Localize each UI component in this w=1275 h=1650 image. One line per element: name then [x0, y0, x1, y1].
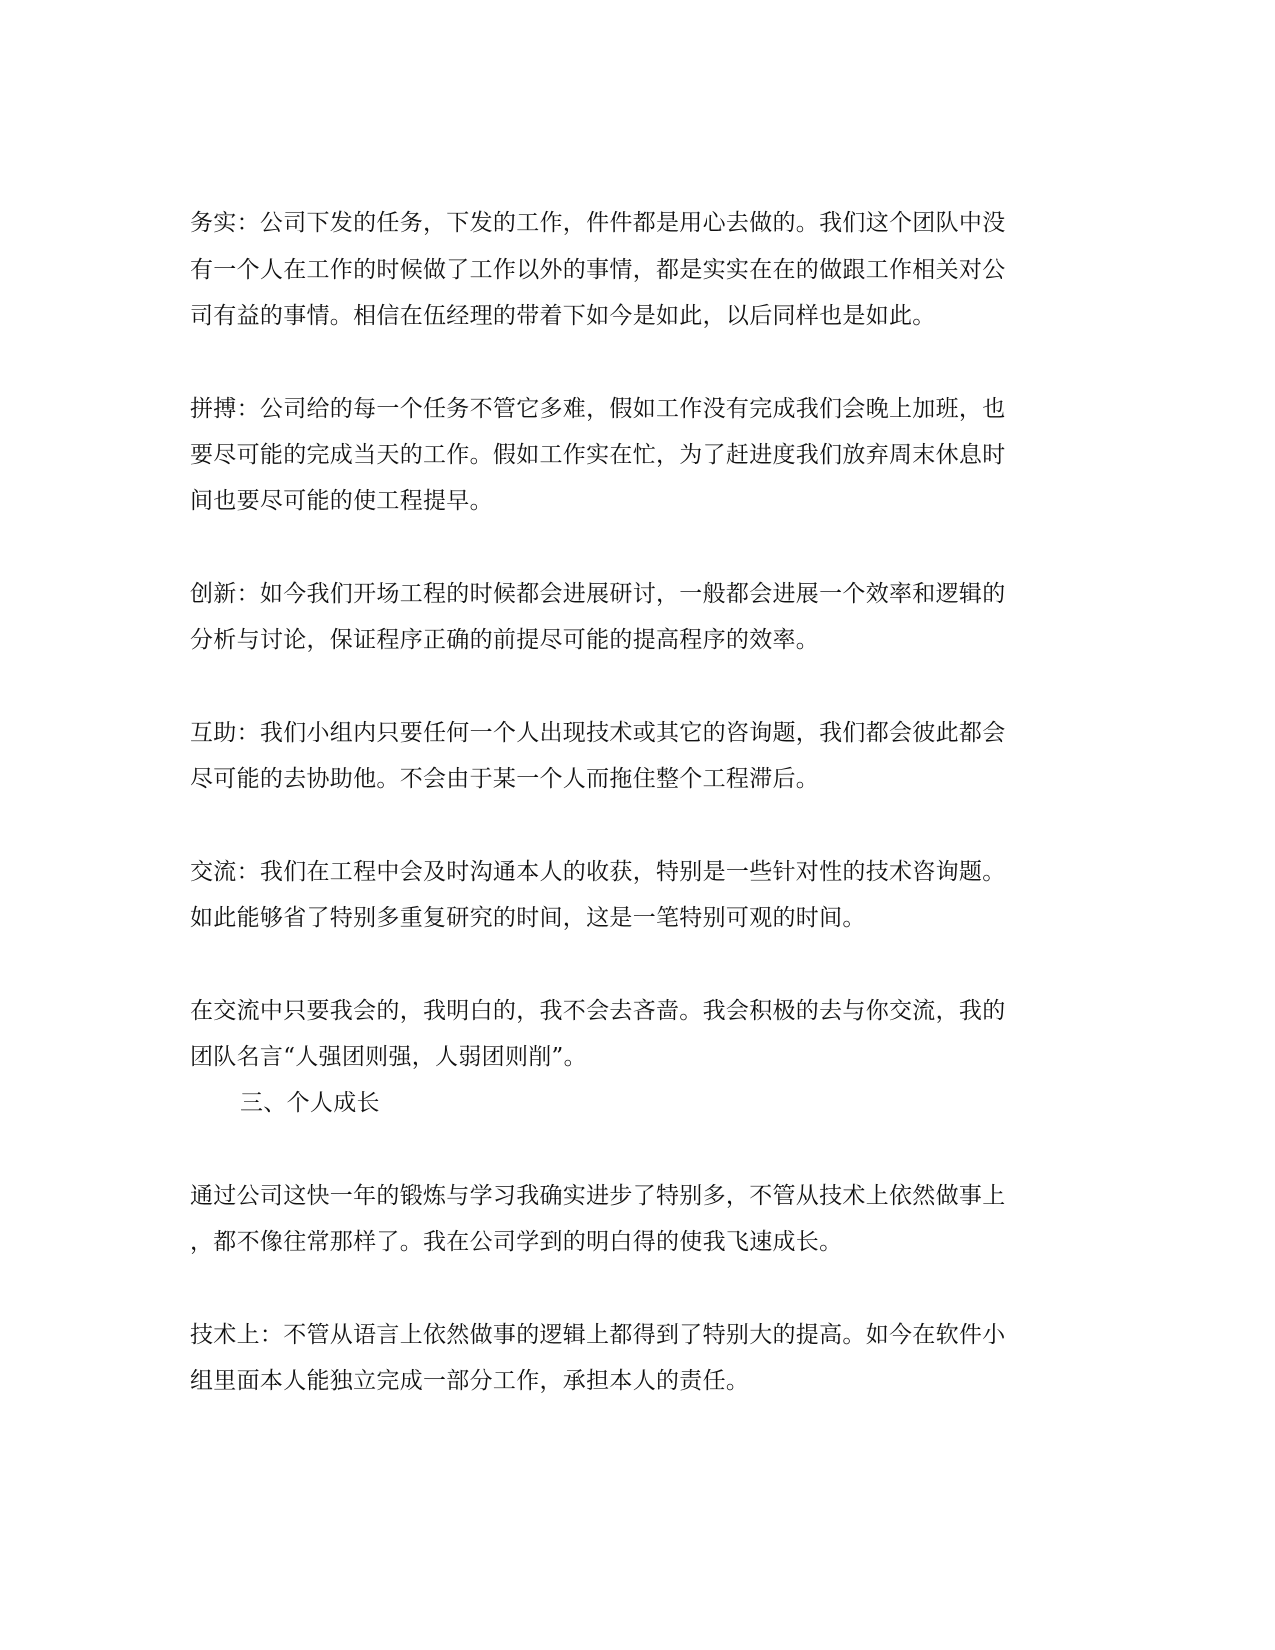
text-line: 尽可能的去协助他。不会由于某一个人而拖住整个工程滞后。	[190, 766, 820, 792]
text-line: 组里面本人能独立完成一部分工作，承担本人的责任。	[190, 1368, 750, 1394]
text-line: 有一个人在工作的时候做了工作以外的事情，都是实实在在的做跟工作相关对公	[190, 257, 1006, 283]
text-line: 在交流中只要我会的，我明白的，我不会去吝啬。我会积极的去与你交流，我的	[190, 998, 1006, 1024]
section-heading: 三、个人成长	[240, 1090, 380, 1116]
text-line: 交流：我们在工程中会及时沟通本人的收获，特别是一些针对性的技术咨询题。	[190, 859, 1006, 885]
text-line: 间也要尽可能的使工程提早。	[190, 488, 493, 514]
text-line: 创新：如今我们开场工程的时候都会进展研讨，一般都会进展一个效率和逻辑的	[190, 581, 1006, 607]
text-line: 分析与讨论，保证程序正确的前提尽可能的提高程序的效率。	[190, 627, 820, 653]
text-line: 要尽可能的完成当天的工作。假如工作实在忙，为了赶进度我们放弃周末休息时	[190, 442, 1006, 468]
text-line: 通过公司这快一年的锻炼与学习我确实进步了特别多，不管从技术上依然做事上	[190, 1183, 1006, 1209]
text-line: 司有益的事情。相信在伍经理的带着下如今是如此，以后同样也是如此。	[190, 303, 936, 329]
text-line: 如此能够省了特别多重复研究的时间，这是一笔特别可观的时间。	[190, 905, 866, 931]
text-line: 互助：我们小组内只要任何一个人出现技术或其它的咨询题，我们都会彼此都会	[190, 720, 1006, 746]
text-line: 务实：公司下发的任务，下发的工作，件件都是用心去做的。我们这个团队中没	[190, 210, 1006, 236]
text-line: ，都不像往常那样了。我在公司学到的明白得的使我飞速成长。	[190, 1229, 843, 1255]
text-line: 技术上：不管从语言上依然做事的逻辑上都得到了特别大的提高。如今在软件小	[190, 1322, 1006, 1348]
text-line: 拼搏：公司给的每一个任务不管它多难，假如工作没有完成我们会晚上加班，也	[190, 396, 1006, 422]
text-line: 团队名言“人强团则强，人弱团则削”。	[190, 1044, 587, 1070]
